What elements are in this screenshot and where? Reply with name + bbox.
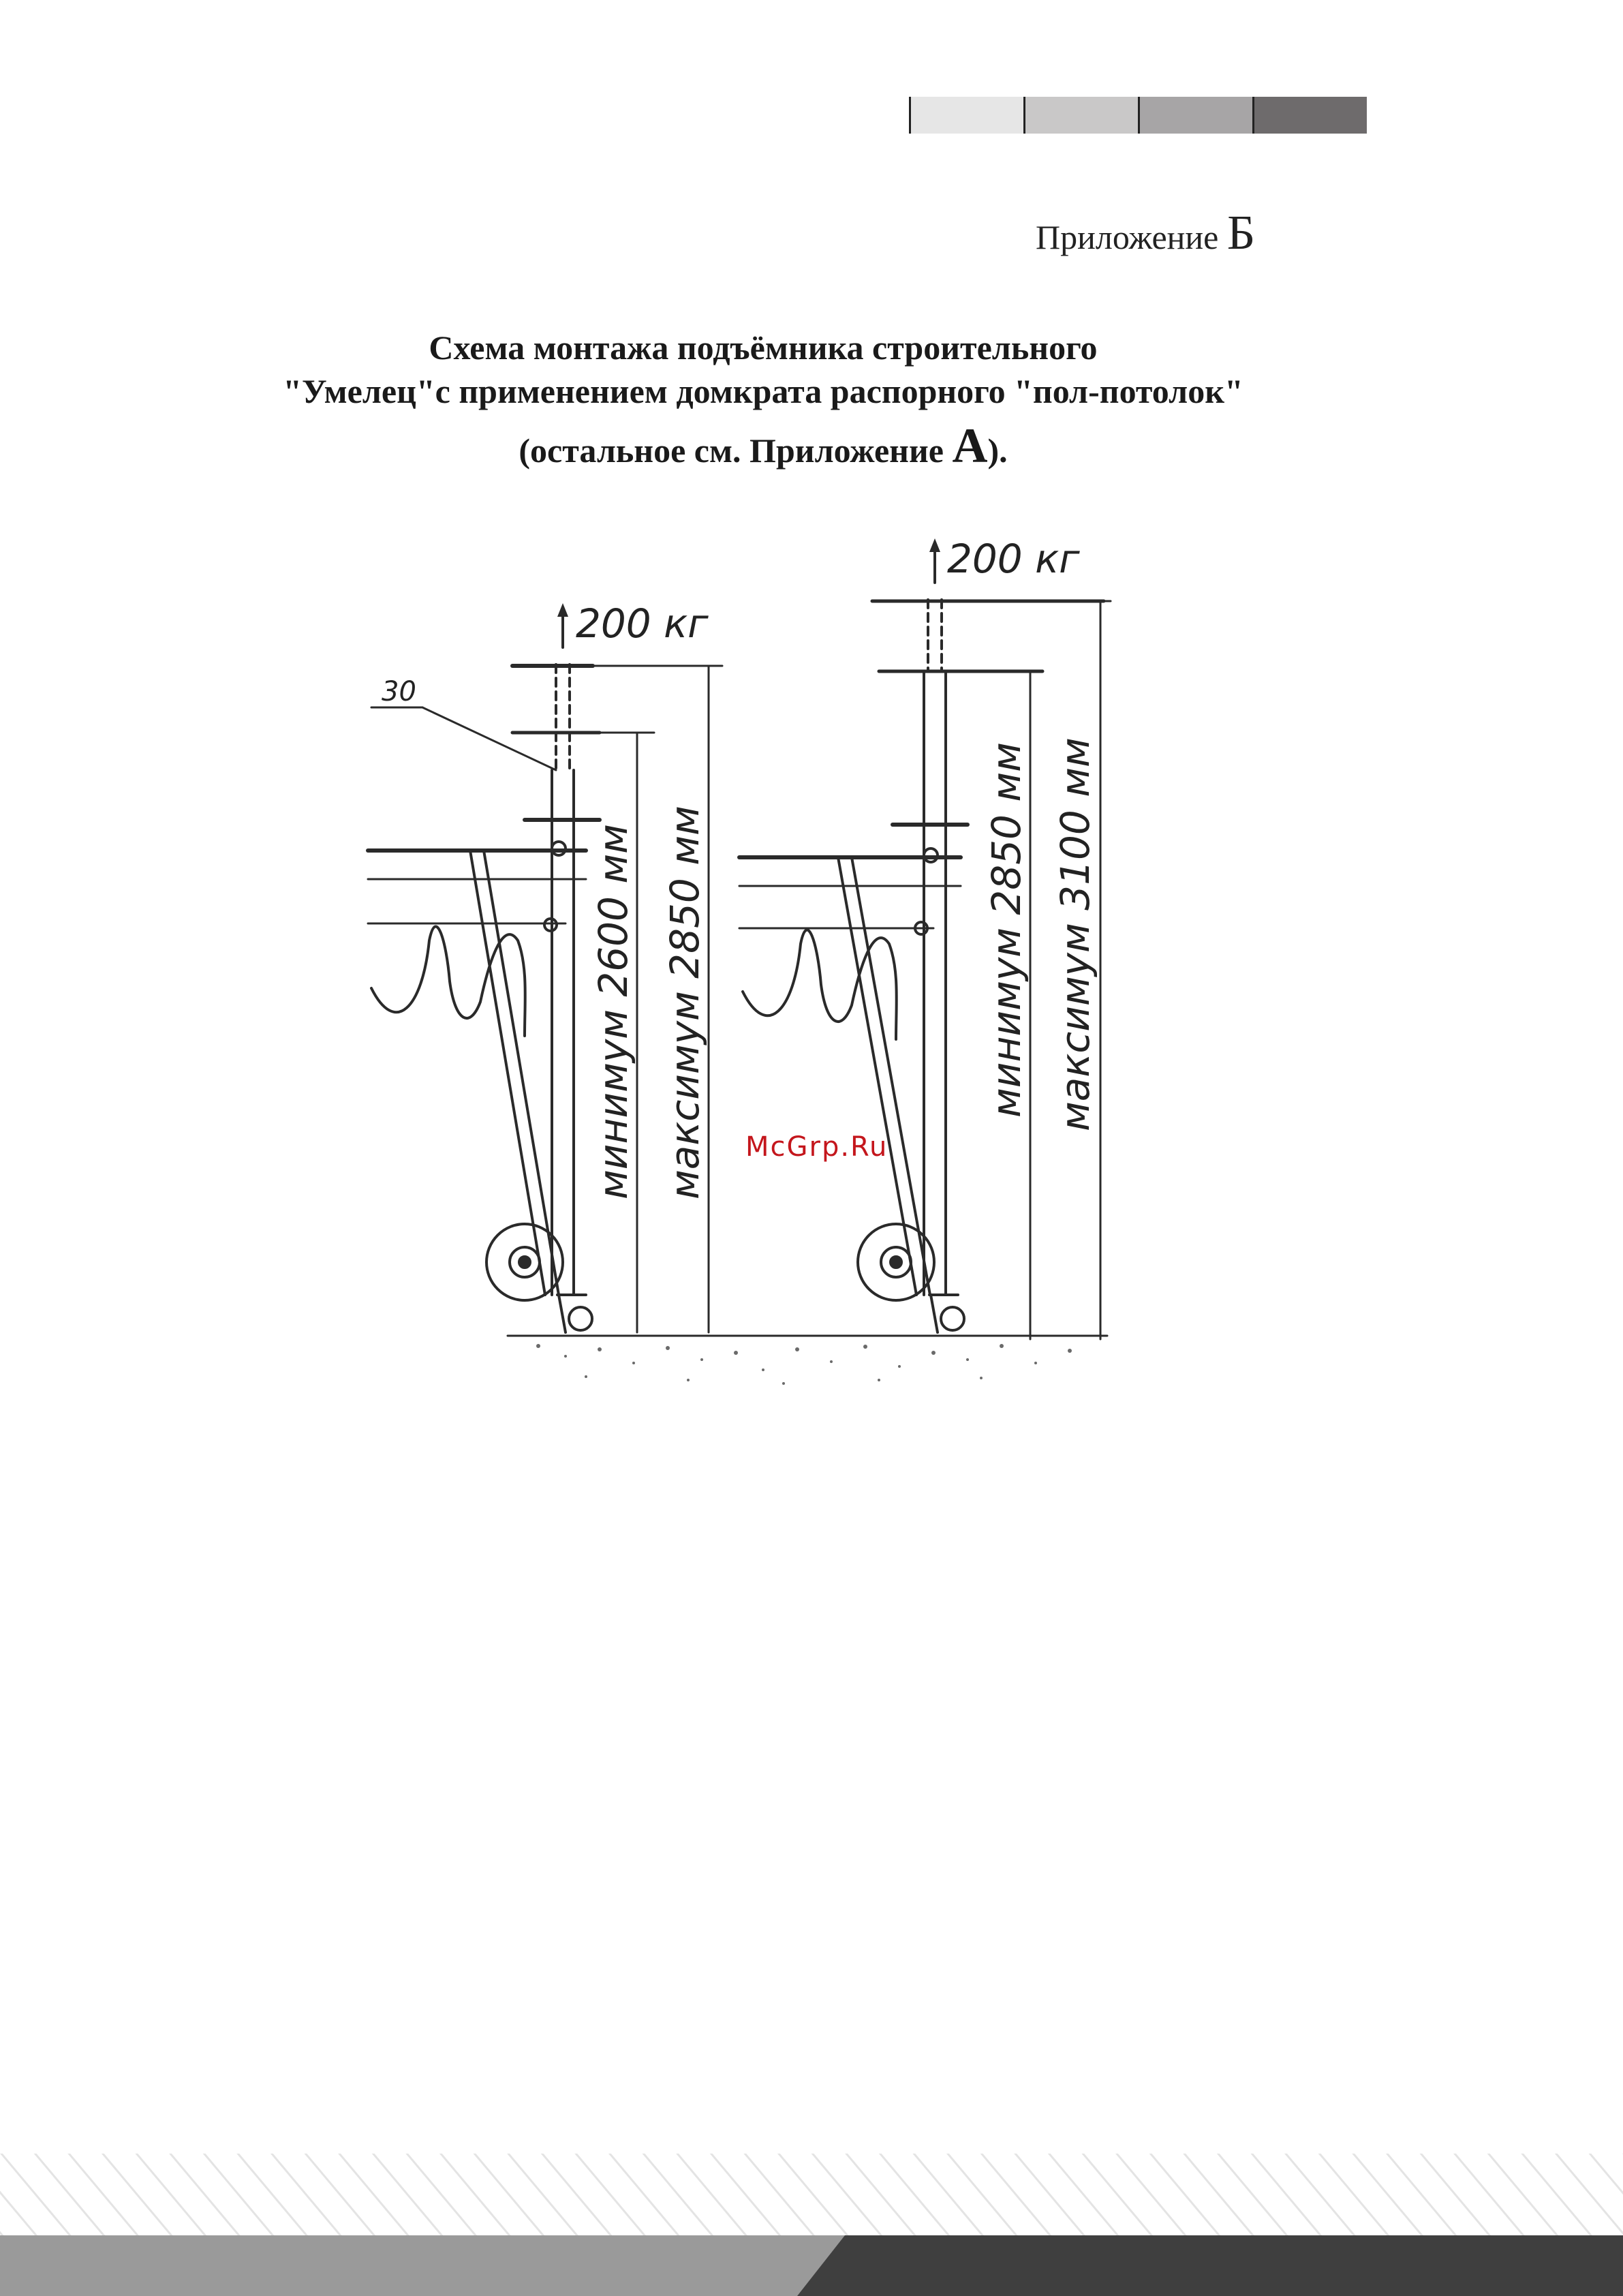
right-max-label: максимум 3100 мм <box>1052 737 1098 1131</box>
right-load-arrowhead <box>929 538 940 552</box>
watermark: McGrp.Ru <box>745 1131 888 1163</box>
title-line-2: "Умелец"с применением домкрата распорного "пол-потолок" <box>283 372 1243 410</box>
left-cable <box>371 927 525 1036</box>
floor-texture <box>536 1344 1072 1385</box>
footer-band <box>0 2154 1623 2296</box>
left-min-label: минимум 2600 мм <box>590 824 636 1199</box>
appendix-letter: Б <box>1226 205 1256 260</box>
appendix-word: Приложение <box>1036 218 1219 256</box>
title-line-3-letter: А <box>952 418 988 473</box>
left-max-label: максимум 2850 мм <box>662 806 708 1199</box>
title-line-3-suffix: ). <box>987 431 1008 470</box>
left-load-arrowhead <box>557 603 568 617</box>
right-min-label: минимум 2850 мм <box>983 742 1030 1118</box>
footer-hatch <box>0 2154 1623 2235</box>
right-load-label: 200 кг <box>947 536 1080 582</box>
left-callout-number: 30 <box>382 676 416 707</box>
left-castor <box>569 1307 592 1330</box>
title-line-3-prefix: (остальное см. Приложение <box>519 431 953 470</box>
footer-dark-band <box>797 2235 1623 2296</box>
title-line-1: Схема монтажа подъёмника строительного <box>429 328 1098 367</box>
left-load-label: 200 кг <box>576 600 709 647</box>
right-castor <box>941 1307 964 1330</box>
